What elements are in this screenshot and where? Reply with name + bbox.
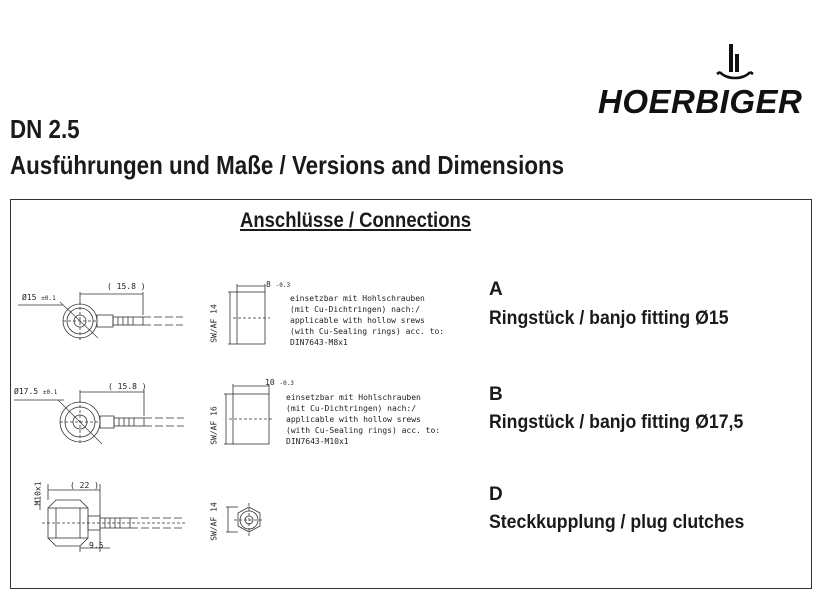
row-b-letter: B xyxy=(489,384,503,405)
banjo-fitting-a-drawing xyxy=(18,280,193,350)
row-d-sw: SW/AF 14 xyxy=(209,502,219,541)
row-a-length: ( 15.8 ) xyxy=(107,282,146,291)
row-b-note: einsetzbar mit Hohlschrauben (mit Cu-Dichtringen) nach:/ applicable with hollow srews (with Cu-Sealing rings) acc. to: DIN7643-M10x1 xyxy=(286,393,441,446)
row-a-diameter: Ø15 ±0.1 xyxy=(22,293,56,302)
row-d-length: ( 22 ) xyxy=(70,481,99,490)
connections-heading: Anschlüsse / Connections xyxy=(240,209,472,232)
row-b-width: 10 -0.3 xyxy=(265,378,294,387)
row-a-description: Ringstück / banjo fitting Ø15 xyxy=(489,308,729,329)
page-subtitle: Ausführungen und Maße / Versions and Dimensions xyxy=(10,150,565,180)
row-b-description: Ringstück / banjo fitting Ø17,5 xyxy=(489,412,744,433)
row-a-width: 8 -0.3 xyxy=(266,280,291,289)
page-title: DN 2.5 xyxy=(10,114,80,144)
row-a-letter: A xyxy=(489,279,503,300)
row-d-thread: M10x1 xyxy=(33,481,43,506)
row-b-length: ( 15.8 ) xyxy=(108,382,147,391)
row-d-offset: 9.5 xyxy=(89,541,104,550)
row-b-diameter: Ø17.5 ±0.1 xyxy=(14,387,58,396)
row-b-sw: SW/AF 16 xyxy=(209,406,219,445)
row-d-letter: D xyxy=(489,484,503,505)
row-a-note: einsetzbar mit Hohlschrauben (mit Cu-Dichtringen) nach:/ applicable with hollow srews (with Cu-Sealing rings) acc. to: DIN7643-M8x1 xyxy=(290,294,445,347)
row-a-sw: SW/AF 14 xyxy=(209,304,219,343)
logo-wordmark: HOERBIGER xyxy=(598,83,803,120)
row-d-description: Steckkupplung / plug clutches xyxy=(489,512,745,533)
logo-mark-icon xyxy=(598,40,818,85)
plug-clutch-d-side-drawing xyxy=(220,494,280,554)
hoerbiger-logo xyxy=(598,40,818,120)
plug-clutch-d-drawing xyxy=(30,480,190,560)
